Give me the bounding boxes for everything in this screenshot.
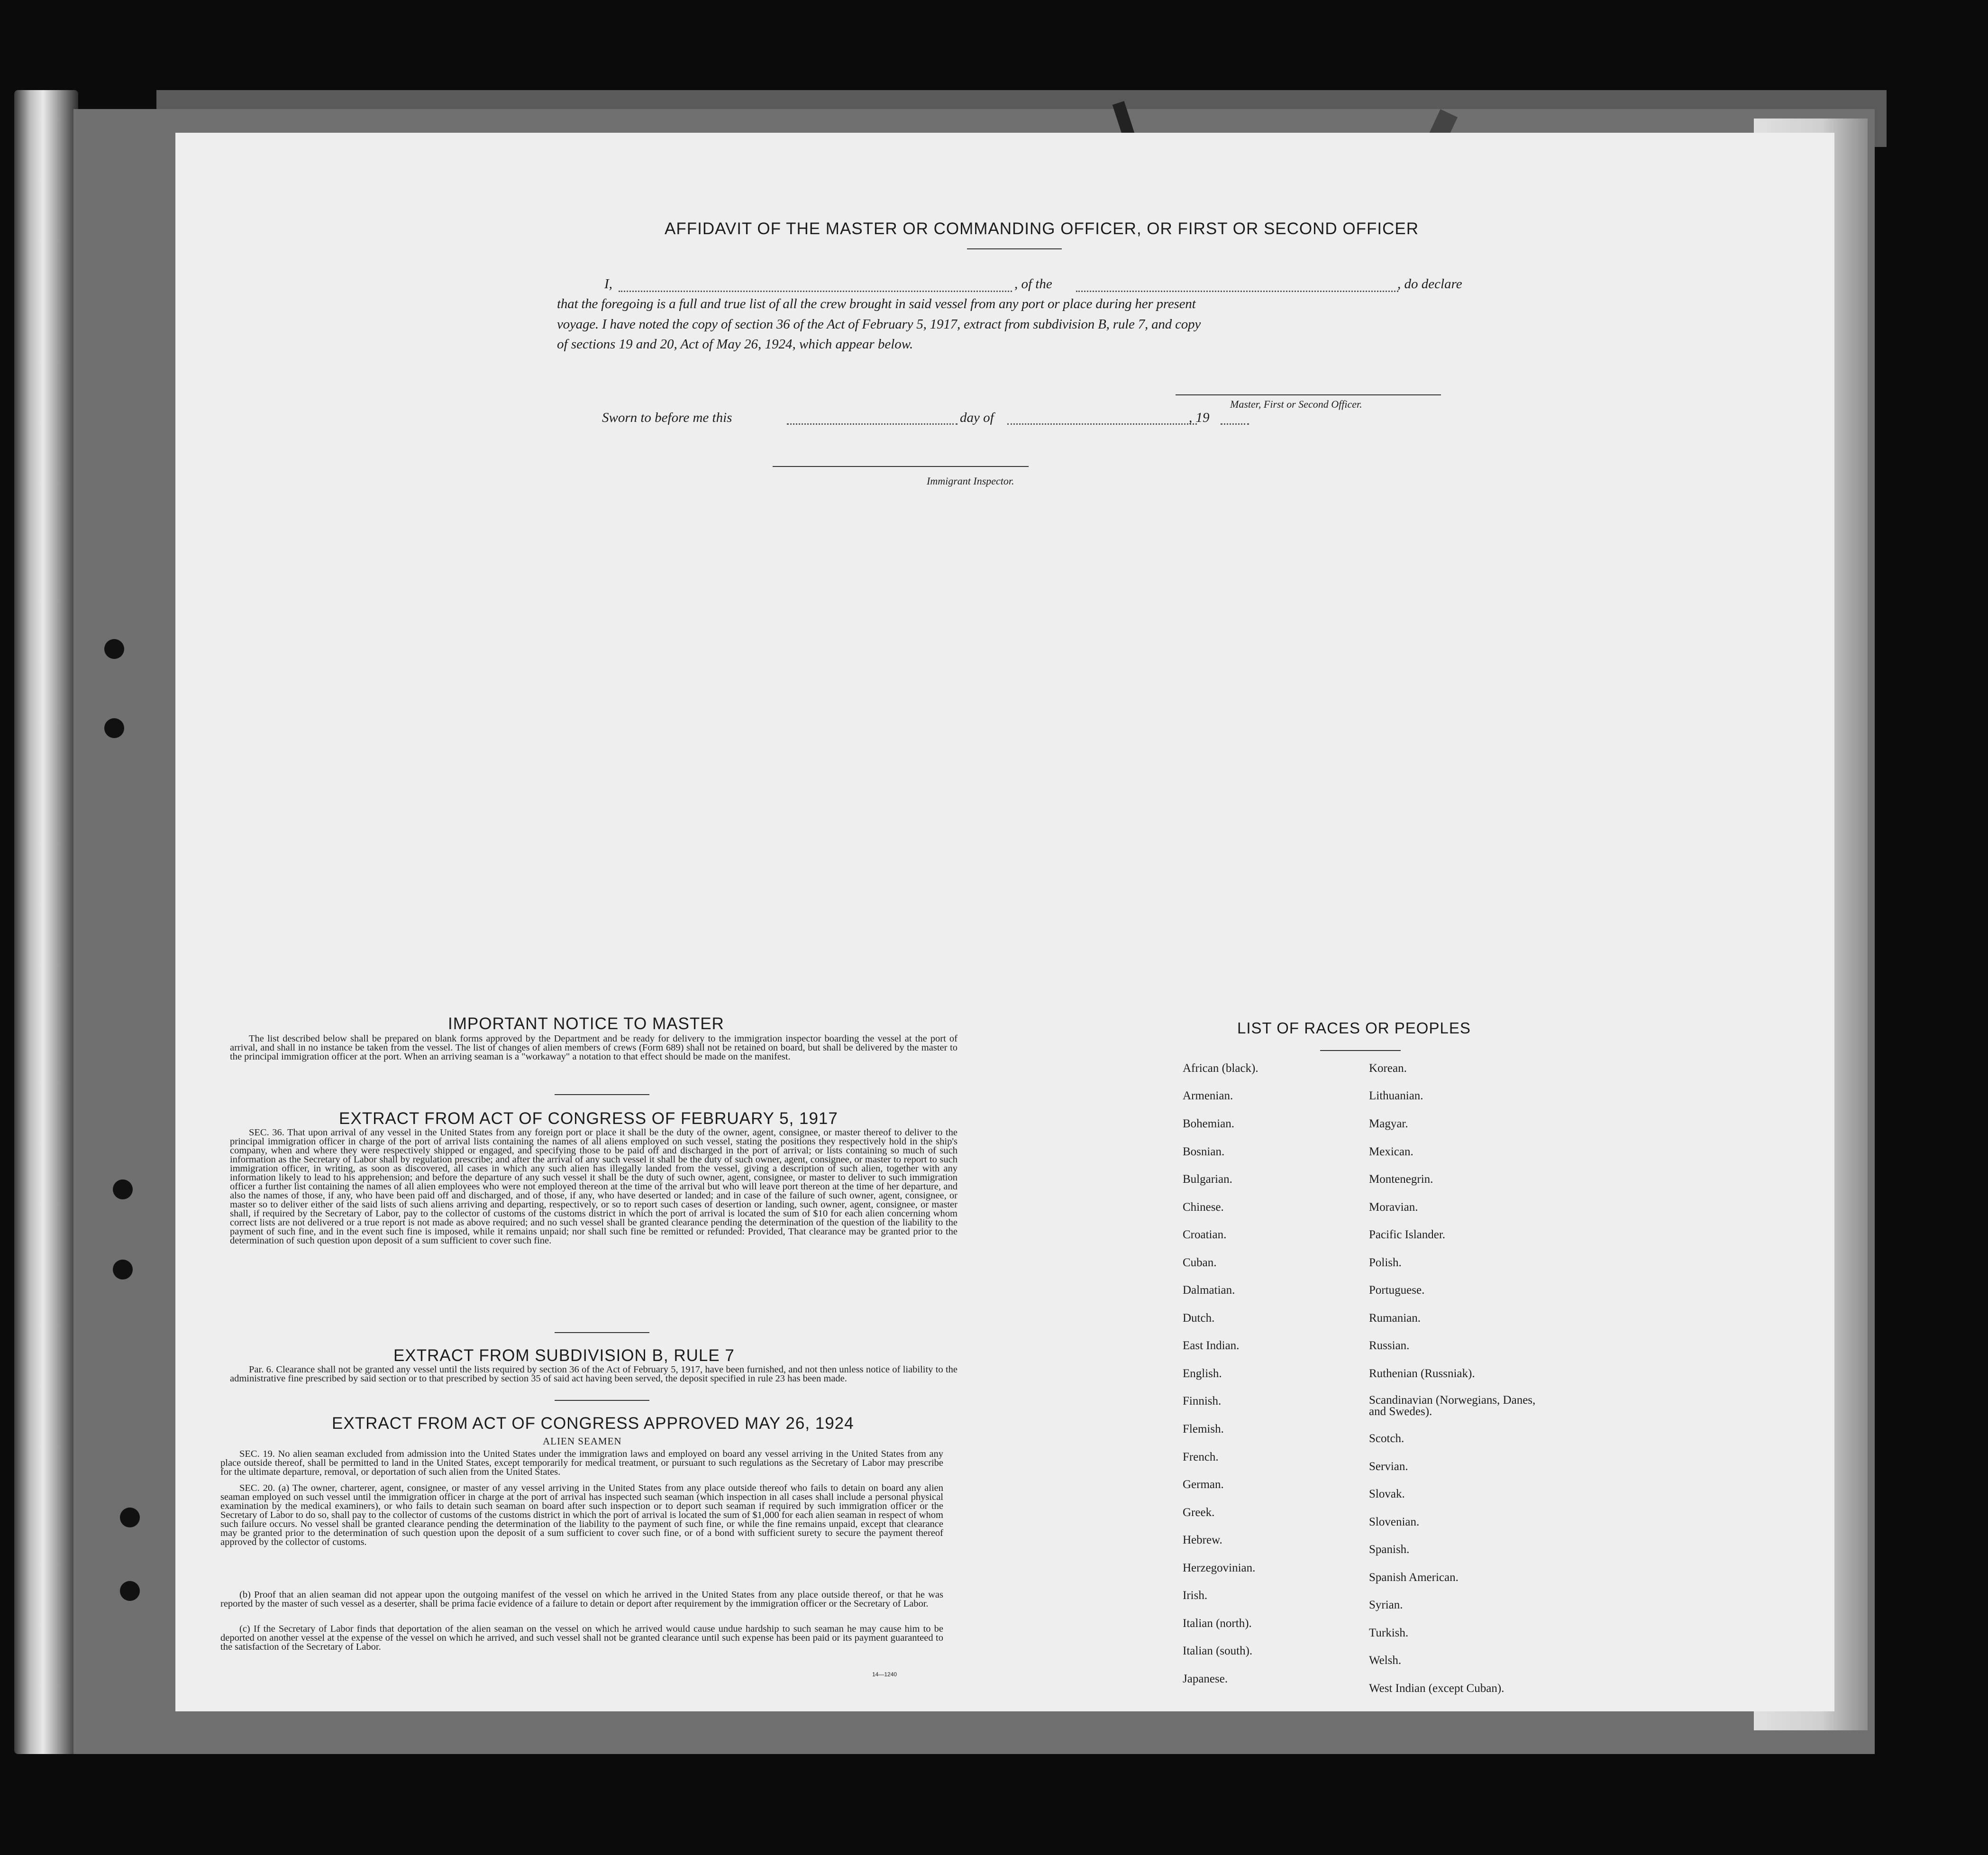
race-item: Bulgarian. [1183,1173,1232,1186]
act-1917-rule [555,1332,649,1333]
race-item: Pacific Islander. [1369,1228,1446,1241]
sworn-prefix: Sworn to before me this [602,410,732,425]
act-1924-sec-20a: SEC. 20. (a) The owner, charterer, agent, consignee, or master of any vessel arriving in the United States from any place outside thereof who fails to detain on board any alien seaman employed on such vessel until the immigration officer in charge at the port of arrival has inspected such seaman (which inspection in all cases shall include a personal physical examination by the medical examiners), or who fails to detain such seaman on board after such inspection or to deport such seaman if required by such immigration officer or the Secretary of Labor to do so, shall pay to the collector of customs of the customs district in which the port of arrival is located the sum of $1,000 for each alien seaman in respect of whom such failure occurs. No vessel shall be granted clearance pending the determination of the liability to the payment of such fine, or while the fine remains unpaid, except that clearance may be granted prior to the determination of such question upon the deposit of a sum sufficient to cover such fine, or of a bond with sufficient surety to secure the payment thereof approved by the collector of customs. [220,1483,943,1547]
affidavit-page [175,133,1834,1711]
races-rule [1320,1050,1401,1051]
act-1917-text: SEC. 36. That upon arrival of any vessel in the United States from any foreign port or place it shall be the duty of the owner, agent, consignee, or master thereof to deliver to the principal immigration officer in charge of the port of arrival lists containing the names of all aliens employed on such vessel, stating the positions they respectively hold in the ship's company, when and where they were respectively shipped or engaged, and specifying those to be paid off and discharged in the port of arrival; or lists containing so much of such information as the Secretary of Labor shall by regulation prescribe; and after the arrival of any such vessel it shall be the duty of such owner, agent, consignee, or master to report to such immigration officer, in writing, as soon as discovered, all cases in which any such alien has illegally landed from the vessel, giving a description of such alien, together with any information likely to lead to his apprehension; and before the departure of any such vessel it shall be the duty of such owner, agent, consignee, or master to deliver to such immigration officer a further list containing the names of all alien employees who were not employed thereon at the time of the arrival but who will leave port thereon at the time of her departure, and also the names of those, if any, who have been paid off and discharged, and of those, if any, who have deserted or landed; and in case of the failure of such owner, agent, consignee, or master so to deliver either of the said lists of such aliens arriving and departing, respectively, or so to report such cases of desertion or landing, such owner, agent, consignee, or master shall, if required by the Secretary of Labor, pay to the collector of customs of the customs district in which the port of arrival is located the sum of $10 for each alien concerning whom correct lists are not delivered or a true report is not made as above required; and no such vessel shall be granted clearance pending the determination of the question of the liability to the payment of such fine, and in the event such fine is imposed, while it remains unpaid; nor shall such fine be remitted or refunded: Provided, That clearance may be granted prior to the determination of such question upon deposit of a sum sufficient to cover such fine. [230,1127,958,1246]
affidavit-line-2: that the foregoing is a full and true list of all the crew brought in said vessel from any port or place during her present [557,296,1196,311]
race-item: Russian. [1369,1339,1410,1352]
race-item: Italian (south). [1183,1645,1253,1657]
inspector-signature-line [773,466,1029,467]
title-rule [967,248,1062,249]
act-1924-subtitle: ALIEN SEAMEN [543,1435,622,1447]
race-item: Bosnian. [1183,1145,1225,1158]
master-signature-line [1176,394,1441,395]
race-item: French. [1183,1451,1219,1463]
race-item: Italian (north). [1183,1617,1252,1630]
rule-7-text: Par. 6. Clearance shall not be granted any vessel until the lists required by section 36 of the Act of February 5, 1917, have been furnished, and not then unless notice of liability to the administrative fine prescribed by said section or to that prescribed by section 35 of said act having been served, the deposit specified in rule 23 has been made. [230,1364,958,1384]
binder-spine [14,90,78,1754]
race-item: Moravian. [1369,1201,1418,1214]
race-item: Turkish. [1369,1627,1409,1639]
races-title: LIST OF RACES OR PEOPLES [1237,1019,1471,1037]
punch-hole [104,718,124,738]
race-item: English. [1183,1367,1222,1380]
punch-hole [120,1508,140,1527]
race-item: Magyar. [1369,1117,1408,1130]
race-item: Montenegrin. [1369,1173,1433,1186]
race-item: Greek. [1183,1506,1215,1519]
form-number: 14—1240 [872,1671,897,1678]
sworn-year-blank [1221,423,1249,425]
race-item: West Indian (except Cuban). [1369,1682,1505,1695]
notice-title: IMPORTANT NOTICE TO MASTER [448,1014,724,1033]
punch-hole [113,1179,133,1199]
race-item: Herzegovinian. [1183,1562,1256,1574]
race-item: East Indian. [1183,1339,1240,1352]
sworn-day-of: day of [960,410,994,425]
act-1924-sec-20b: (b) Proof that an alien seaman did not appear upon the outgoing manifest of the vessel on which he arrived in the United States from any place outside thereof, or that he was reported by the master of such vessel as a deserter, shall be prima facie evidence of a failure to detain or deport after requirement by the immigration officer or the Secretary of Labor. [220,1590,943,1609]
race-item: African (black). [1183,1062,1258,1075]
race-item: Flemish. [1183,1423,1224,1435]
inspector-label: Immigrant Inspector. [927,475,1014,487]
race-item: Spanish American. [1369,1571,1459,1584]
punch-hole [113,1260,133,1279]
act-1924-sec-19: SEC. 19. No alien seaman excluded from admission into the United States under the immigration laws and employed on board any vessel arriving in the United States from any place outside thereof, shall be permitted to land in the United States, except temporarily for medical treatment, or pursuant to such regulations as the Secretary of Labor may prescribe for the ultimate departure, removal, or deportation of such alien from the United States. [220,1449,943,1477]
race-item: Irish. [1183,1589,1208,1602]
race-item: Polish. [1369,1256,1402,1269]
race-item: Scotch. [1369,1432,1404,1445]
race-item: German. [1183,1478,1224,1491]
act-1924-title: EXTRACT FROM ACT OF CONGRESS APPROVED MAY 26, 1924 [332,1414,854,1433]
race-item: Chinese. [1183,1201,1224,1214]
affidavit-line-3: voyage. I have noted the copy of section 36 of the Act of February 5, 1917, extract from subdivision B, rule 7, and copy [557,317,1201,332]
race-item: Korean. [1369,1062,1407,1075]
act-1924-sec-20c: (c) If the Secretary of Labor finds that deportation of the alien seaman on the vessel on which he arrived would cause undue hardship to such seaman he may cause him to be deported on another vessel at the expense of the vessel on which he arrived, and such vessel shall not be granted clearance until such expense has been paid or its payment guaranteed to the satisfaction of the Secretary of Labor. [220,1624,943,1652]
rule-7-rule [555,1400,649,1401]
race-item: Japanese. [1183,1672,1228,1685]
sworn-year: , 19 [1189,410,1210,425]
punch-hole [120,1581,140,1601]
race-item: Scandinavian (Norwegians, Danes, and Swedes). [1369,1394,1536,1418]
race-item: Welsh. [1369,1654,1402,1667]
affidavit-of-the: , of the [1014,276,1052,292]
name-blank [619,291,1012,292]
race-item: Finnish. [1183,1395,1222,1407]
race-item: Armenian. [1183,1089,1233,1102]
race-item: Syrian. [1369,1599,1403,1611]
rule-7-title: EXTRACT FROM SUBDIVISION B, RULE 7 [393,1346,735,1365]
race-item: Lithuanian. [1369,1089,1423,1102]
affidavit-declare: , do declare [1397,276,1462,292]
race-item: Hebrew. [1183,1534,1222,1546]
race-item: Croatian. [1183,1228,1227,1241]
notice-text: The list described below shall be prepared on blank forms approved by the Department and be ready for delivery to the immigration inspector boarding the vessel at the port of arrival, and shall in no instance be taken from the vessel. The list of changes of alien members of crews (Form 689) shall not be retained on board, but shall be delivered by the master to the principal immigration officer at the port. When an arriving seaman is a "workaway" a notation to that effect should be made on the manifest. [230,1033,958,1062]
bleed-through-row [422,481,429,494]
race-item: Mexican. [1369,1145,1413,1158]
race-item: Cuban. [1183,1256,1217,1269]
act-1917-title: EXTRACT FROM ACT OF CONGRESS OF FEBRUARY 5, 1917 [339,1109,838,1128]
race-item: Dutch. [1183,1312,1215,1325]
race-item: Portuguese. [1369,1284,1425,1297]
punch-hole [104,639,124,659]
affidavit-i: I, [604,276,612,292]
master-signature-label: Master, First or Second Officer. [1230,398,1362,410]
race-item: Servian. [1369,1460,1408,1473]
affidavit-title: AFFIDAVIT OF THE MASTER OR COMMANDING OFFICER, OR FIRST OR SECOND OFFICER [665,219,1419,238]
race-item: Spanish. [1369,1543,1410,1556]
race-item: Bohemian. [1183,1117,1235,1130]
notice-rule [555,1094,649,1095]
sworn-day-blank [787,423,958,425]
vessel-blank [1076,291,1398,292]
race-item: Ruthenian (Russniak). [1369,1367,1475,1380]
race-item: Slovenian. [1369,1516,1420,1528]
race-item: Slovak. [1369,1488,1405,1500]
sworn-month-blank [1007,423,1197,425]
race-item: Rumanian. [1369,1312,1421,1325]
affidavit-line-4: of sections 19 and 20, Act of May 26, 1924, which appear below. [557,337,913,352]
race-item: Dalmatian. [1183,1284,1235,1297]
